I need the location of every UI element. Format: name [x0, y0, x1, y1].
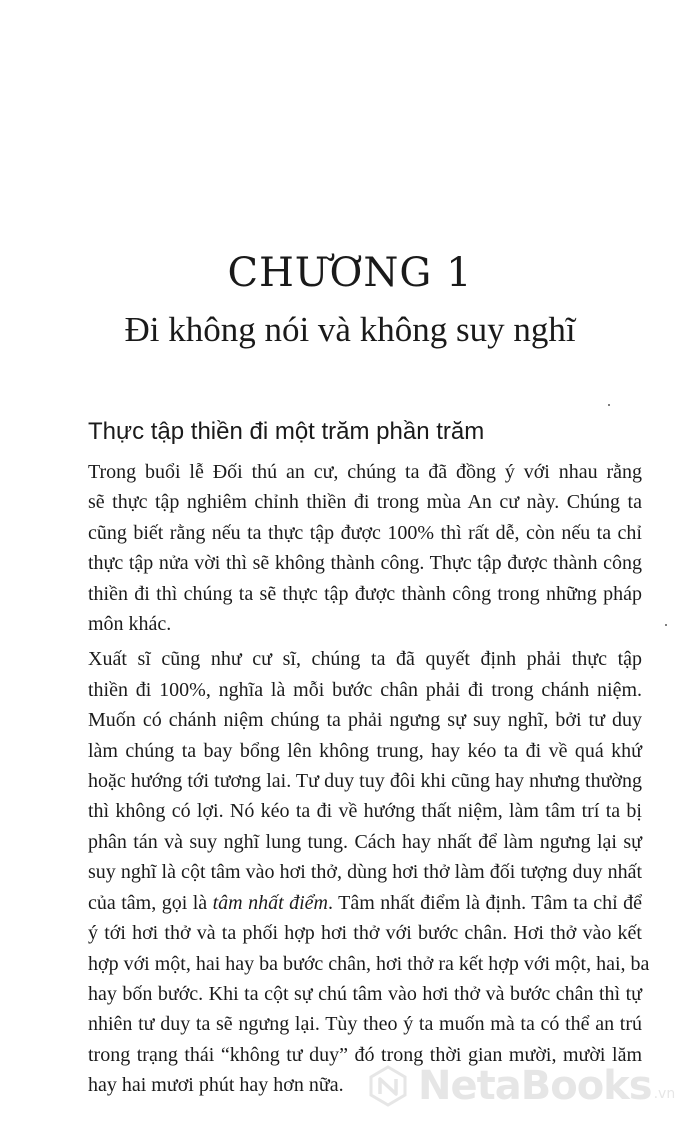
paragraph-2 — [88, 644, 650, 1100]
text-line: Trong buổi lễ Đối thú an cư, chúng ta đã đồng ý với nhau rằng — [88, 461, 642, 483]
emphasized-term: tâm nhất điểm — [212, 891, 329, 914]
text-line: suy nghĩ là cột tâm vào hơi thở, dùng hơi thở làm đối tượng duy nhất — [88, 861, 642, 884]
watermark — [366, 1056, 675, 1116]
text-line: thiền đi thì chúng ta sẽ thực tập được thành công trong những pháp — [88, 582, 642, 605]
text-line: ý tới hơi thở và ta phối hợp hơi thở với bước chân. Hơi thở vào kết — [88, 922, 642, 945]
chapter-label: CHƯƠNG 1 — [227, 250, 473, 296]
text-line: thực tập nửa vời thì sẽ không thành công. Thực tập được thành công — [88, 552, 642, 575]
paragraph-1 — [88, 457, 642, 639]
text-line: Xuất sĩ cũng như cư sĩ, chúng ta đã quyết định phải thực tập — [88, 648, 642, 671]
text-line — [88, 888, 642, 918]
text-line: hay bốn bước. Khi ta cột sự chú tâm vào hơi thở và bước chân thì tự — [88, 982, 642, 1005]
watermark-logo-icon — [366, 1064, 410, 1108]
text-line: cũng biết rằng nếu ta thực tập được 100% thì rất dễ, còn nếu ta chỉ — [88, 521, 642, 544]
section-title: Thực tập thiền đi một trăm phần trăm — [88, 418, 485, 445]
text-fragment: của tâm, gọi là — [88, 891, 213, 914]
text-line: Muốn có chánh niệm chúng ta phải ngưng sự suy nghĩ, bởi tư duy — [88, 709, 642, 732]
text-line: phân tán và suy nghĩ lung tung. Cách hay nhất để làm ngưng lại sự — [88, 830, 642, 853]
text-line: trong trạng thái “không tư duy” đó trong thời gian mười, mười lăm — [88, 1043, 642, 1066]
text-line: hoặc hướng tới tương lai. Tư duy tuy đôi khi cũng hay nhưng thường — [88, 770, 642, 793]
text-line: thiền đi 100%, nghĩa là mỗi bước chân phải đi trong chánh niệm. — [88, 678, 642, 701]
text-line: hợp với một, hai hay ba bước chân, hơi thở ra kết hợp với một, hai, ba — [88, 952, 650, 975]
chapter-title: Đi không nói và không suy nghĩ — [124, 310, 576, 349]
watermark-brand: NetaBooks — [418, 1063, 652, 1109]
text-line: môn khác. — [88, 613, 172, 636]
scan-speck — [608, 404, 610, 406]
text-line: nhiên tư duy ta sẽ ngưng lại. Tùy theo ý ta muốn mà ta có thể an trú — [88, 1013, 642, 1036]
text-line: thì không có lợi. Nó kéo ta đi về hướng thất niệm, làm tâm trí ta bị — [88, 800, 642, 823]
scan-speck — [665, 624, 667, 626]
text-fragment: . Tâm nhất điểm là định. Tâm ta chỉ để — [328, 891, 642, 914]
text-line: hay hai mươi phút hay hơn nữa. — [88, 1074, 344, 1097]
text-line: làm chúng ta bay bổng lên không trung, hay kéo ta đi về quá khứ — [88, 739, 642, 762]
text-line: sẽ thực tập nghiêm chỉnh thiền đi trong mùa An cư này. Chúng ta — [88, 491, 642, 514]
watermark-suffix: .vn — [653, 1086, 676, 1102]
body-text — [88, 457, 650, 1106]
